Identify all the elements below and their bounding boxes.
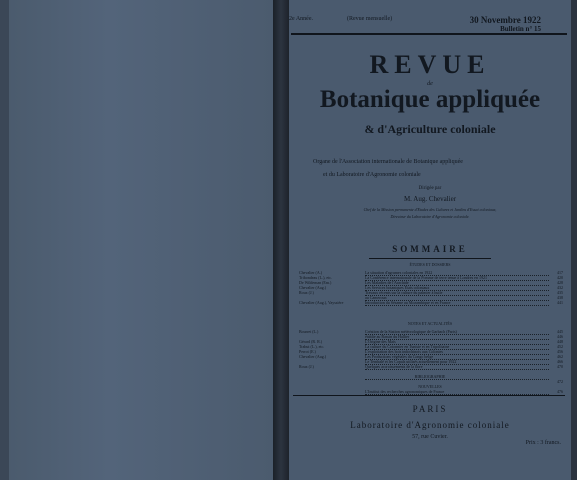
toc-row: Chevalier (A.) La situation d'agrumes coloniales en 1922 417 [299,270,563,275]
toc-row: 472 [299,379,563,384]
toc-row: établie au Bassin du Hallier 446 [365,334,563,339]
page-edge [571,0,577,480]
toc-row: Chevalier (Aug.) Les Productions végétales du Congo belge 462 [299,354,563,359]
header-rule [291,33,567,35]
masthead-de: de [427,81,433,87]
toc-row: Chevalier (Aug.), Vayssière Introduction du Sésame au Mozambique et en France 441 [299,300,563,305]
toc-notes [299,329,563,369]
section-heading-etudes: ÉTUDES ET DOSSIERS [409,262,451,267]
footer-city: PARIS [412,404,448,414]
footer-rule [293,395,565,396]
footer-price: Prix : 3 francs. [525,440,561,446]
sommaire-title: SOMMAIRE [392,244,468,254]
toc-row: Le Tembalé et les Copals utilisés actuellement pour 1922 466 [365,359,563,364]
toc-etudes [299,270,563,305]
toc-row: De Wildeman (Em.) Les Maladies de l'Arachide 428 [299,280,563,285]
toc-row: au Cameroun 438 [365,295,563,300]
left-cover-board [0,0,273,480]
section-heading-bibliographie: BIBLIOGRAPHIE [414,374,446,379]
toc-row: Roux (J.) Travaux récents sur la culture du palmier à huile 435 [299,290,563,295]
toc-row: Gérard (R. R.) L'Origine des Maïs 448 [299,339,563,344]
toc-row: Roux (J.) Quelques accroissements de la flore 470 [299,364,563,369]
toc-row: Chevalier (Aug.) Les Services botaniques Etats coloniaux 432 [299,285,563,290]
toc-row: L'Institut des recherches agronomiques de France 476 [365,389,563,394]
title-page [289,0,571,480]
toc-row: Perrot (E.) L'exploitation des bois indochinois aux Colonies 456 [299,349,563,354]
masthead-title-line1: Botanique appliquée [319,86,541,113]
director-role2: Directeur du Laboratoire d'Agronomie coloniale. [390,214,470,219]
sommaire-rule [369,258,491,259]
toc-row: Bourret (L.) Création de la Station météorologique de Garbach (Paris) 445 [299,329,563,334]
toc-row: Trabut (L.), etc. La culture du Cotonnier en Tunisie et en Tripolitaine 452 [299,344,563,349]
organe-line1: Organe de l'Association internationale de Botanique appliquée [313,159,463,165]
toc-nouvelles [299,389,563,394]
masthead-title-line2: & d'Agriculture coloniale [364,122,496,136]
director-name: M. Aug. Chevalier [403,195,457,203]
board-edge [0,0,9,480]
footer-publisher: Laboratoire d'Agronomie coloniale [350,420,510,430]
header-date: 30 Novembre 1922 [469,15,541,25]
header-periodicite: (Revue mensuelle) [347,16,393,22]
section-heading-nouvelles: NOUVELLES [418,384,442,389]
footer-address: 57, rue Cuvier. [412,434,448,440]
header-bulletin: Bulletin n° 15 [500,25,541,33]
masthead-revue: REVUE [369,50,491,79]
toc-row: Tribondeau (L.), etc. La Conférence internationale de la Pomme de terre tenue à Londres en 1921 420 [299,275,563,280]
section-heading-notes: NOTES ET ACTUALITÉS [407,321,453,326]
header-annee: 2e Année. [289,16,313,22]
organe-line2: et du Laboratoire d'Agronomie coloniale [323,172,421,178]
dirigee-par: Dirigée par [418,186,442,191]
book-spine [273,0,289,480]
director-role1: Chef de la Mission permanente d'Etudes des Cultures et Jardins d'Essai coloniaux, [363,207,497,212]
